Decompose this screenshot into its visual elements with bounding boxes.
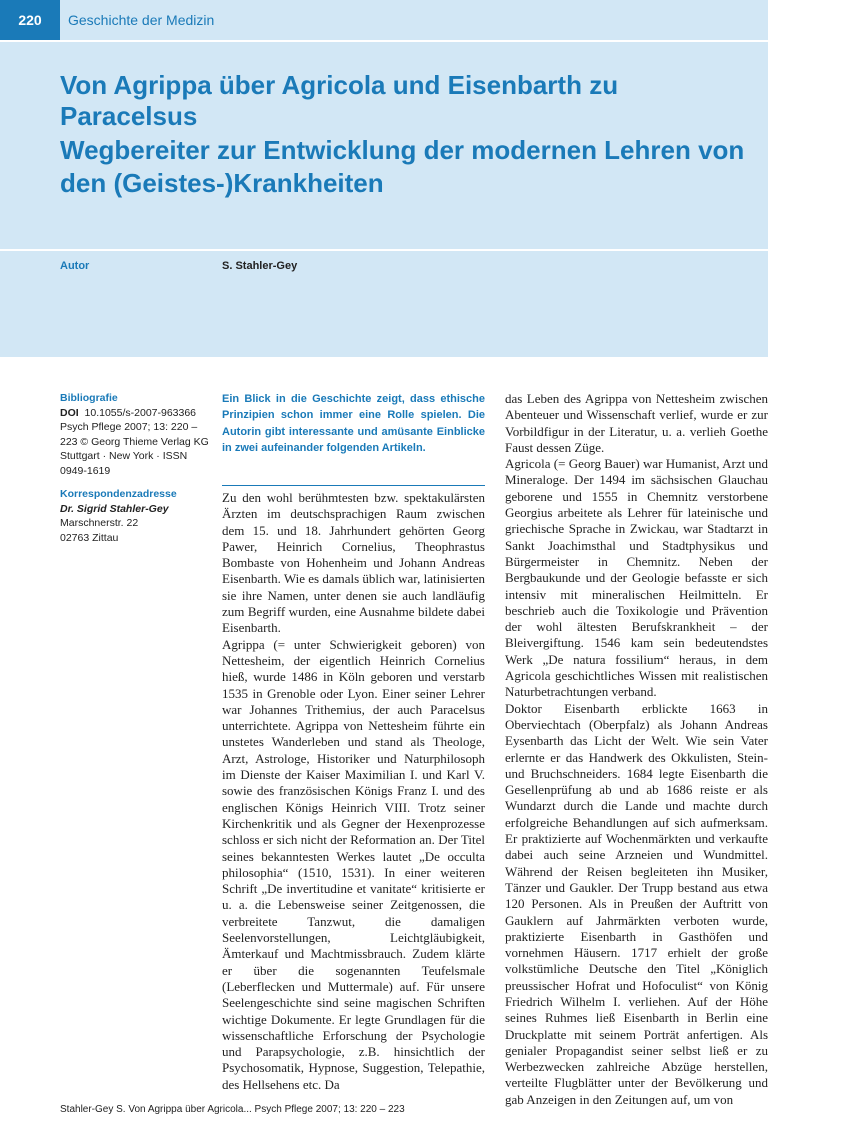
article-title: Von Agrippa über Agricola und Eisenbarth zu Paracelsus bbox=[60, 70, 619, 131]
paragraph-agrippa-cont: das Leben des Agrippa von Nettesheim zwischen Abenteuer und Wissenschaft verlief, wurde er zur Vorbildfigur in der Literatur, u. a. verlieh Goethe Faust dessen Züge. bbox=[505, 391, 768, 455]
header-divider bbox=[0, 40, 768, 42]
section-title: Geschichte der Medizin bbox=[68, 12, 215, 28]
body-column-right bbox=[505, 391, 768, 1108]
correspondence-block bbox=[60, 487, 210, 545]
paragraph-agrippa: Agrippa (= unter Schwierigkeit geboren) von Nettesheim, der eigentlich Heinrich Cornelius hieß, wurde 1486 in Köln geboren und verstarb 1535 in Grenoble oder Lyon. Einer seiner Lehrer war Johannes Trithemius, der auch Paracelsus unterrichtete. Agrippa von Nettesheim führte ein unstetes Wanderleben und stand als Theologe, Arzt, Astrologe, Historiker und Naturphilosoph im Dienste der Kaiser Maximilian I. und Karl V. sowie des französischen Königs Franz I. und des englischen Königs Heinrich VIII. Trotz seiner Kirchenkritik und als Gegner der Hexenprozesse schloss er sich nicht der Reformation an. Der Titel seines bekanntesten Werkes lautet „De occulta philosophia“ (1510, 1531). In einer weiteren Schrift „De invertitudine et vanitate“ kritisierte er u. a. die Lebensweise seiner Zeitgenossen, die verbreitete Tanzwut, die damaligen Seelenvorstellungen, Leichtgläubigkeit, Ämterkauf und Machtmissbrauch. Zudem klärte er über die sogenannten Teufelsmale (Leberflecken und Muttermale) auf. Für unsere Seelengeschichte sind seine magischen Schriften wichtige Dokumente. Er legte Grundlagen für die wissenschaftliche Erforschung der Psychologie und Parapsychologie, z.B. hinsichtlich der Psychosomatik, Hypnose, Suggestion, Telepathie, des Hellsehens etc. Da bbox=[222, 636, 485, 1092]
page-number: 220 bbox=[0, 0, 60, 40]
author-divider bbox=[0, 249, 768, 251]
abstract-divider bbox=[222, 485, 485, 486]
bibliography-heading: Bibliografie bbox=[60, 392, 118, 404]
doi-value: 10.1055/s-2007-963366 bbox=[84, 406, 197, 419]
doi-line bbox=[60, 406, 210, 421]
citation: Psych Pflege 2007; 13: 220 – 223 © Georg Thieme Verlag KG Stuttgart · New York · ISSN 0949-1619 bbox=[60, 421, 209, 477]
bibliography-block bbox=[60, 391, 210, 478]
page-footer: Stahler-Gey S. Von Agrippa über Agricola... Psych Pflege 2007; 13: 220 – 223 bbox=[60, 1104, 405, 1115]
doi-label: DOI bbox=[60, 406, 79, 419]
paragraph-eisenbarth: Doktor Eisenbarth erblickte 1663 in Oberviechtach (Oberpfalz) als Johann Andreas Eysenbarth das Licht der Welt. Wie sein Vater erlernte er das Handwerk des Okkulisten, Stein- und Bruchschneiders. 1684 legte Eisenbarth die Gesellenprüfung ab und ab 1686 reiste er als Wundarzt durch die Lande und machte durch erfolgreiche Behandlungen auf sich aufmerksam. Er praktizierte auf Wochenmärkten und verkaufte dabei auch seine Arzneien und Wundmittel. Während der Reisen begleiteten ihn Musiker, Tänzer und Gaukler. Der Trupp bestand aus etwa 120 Personen. Als in Preußen der Auftritt von Gauklern auf Jahrmärkten verboten wurde, praktizierte Eisenbarth in Gasthöfen und vornehmen Häusern. 1717 erhielt der große volkstümliche Deutsche den Titel „Königlich preussischer Hofrat und Hofoculist“ von König Friedrich Wilhelm I. verliehen. Auf der Höhe seines Ruhmes ließ Eisenbarth in Berlin eine Druckplatte mit seinem Porträt anfertigen. Als genialer Propagandist seiner selbst ließ er zu Werbezwecken zahlreiche Abzüge herstellen, verteilte Flugblätter unter der Bevölkerung und gab Anzeigen in den Zeitungen auf, um von bbox=[505, 700, 768, 1107]
article-subtitle: Wegbereiter zur Entwicklung der modernen Lehren von den (Geistes-)Krankheiten bbox=[60, 135, 745, 198]
author-name: S. Stahler-Gey bbox=[222, 260, 298, 272]
paragraph-intro: Zu den wohl berühmtesten bzw. spektakulärsten Ärzten im deutschsprachigen Raum zwischen dem 15. und 18. Jahrhundert gehörten Georg Pawer, Heinrich Cornelius, Theophrastus Bombaste von Hohenheim und Johann Andreas Eisenbarth. Wie es damals üblich war, latinisierten sie ihre Namen, unter denen sie auch landläufig zum Begriff wurden, eine Ausnahme bildete dabei Eisenbarth. bbox=[222, 490, 485, 636]
abstract: Ein Blick in die Geschichte zeigt, dass ethische Prinzipien schon immer eine Rolle spielen. Die Autorin gibt interessante und amüsante Einblicke in zwei aufeinander folgenden Artikeln. bbox=[222, 393, 485, 455]
correspondent-name: Dr. Sigrid Stahler-Gey bbox=[60, 502, 169, 515]
street: Marschnerstr. 22 bbox=[60, 517, 139, 529]
city: 02763 Zittau bbox=[60, 531, 119, 544]
bibliography-sidebar bbox=[60, 391, 210, 554]
paragraph-agricola: Agricola (= Georg Bauer) war Humanist, Arzt und Mineraloge. Der 1494 im sächsischen Glauchau geborene und 1555 in Chemnitz verstorbene Georgius arbeitete als Lehrer für lateinische und griechische Sprache in Zwickau, war Stadtarzt in Sankt Joachimsthal und Stadtphysikus und Bürgermeister in Chemnitz. Neben der Bergbaukunde und der Geologie befasste er sich intensiv mit mineralischen Heilmitteln. Er beschrieb auch die Toxikologie und Prävention der wohl ältesten Berufskrankheit – der Bleivergiftung. 1546 kam sein bedeutendstes Werk „De natura fossilium“ heraus, in dem Agricola geschichtliches Wissen mit realistischen Naturbetrachtungen verband. bbox=[505, 456, 768, 700]
correspondence-heading: Korrespondenzadresse bbox=[60, 488, 177, 500]
author-label: Autor bbox=[60, 260, 90, 272]
body-column-middle bbox=[222, 490, 485, 1093]
